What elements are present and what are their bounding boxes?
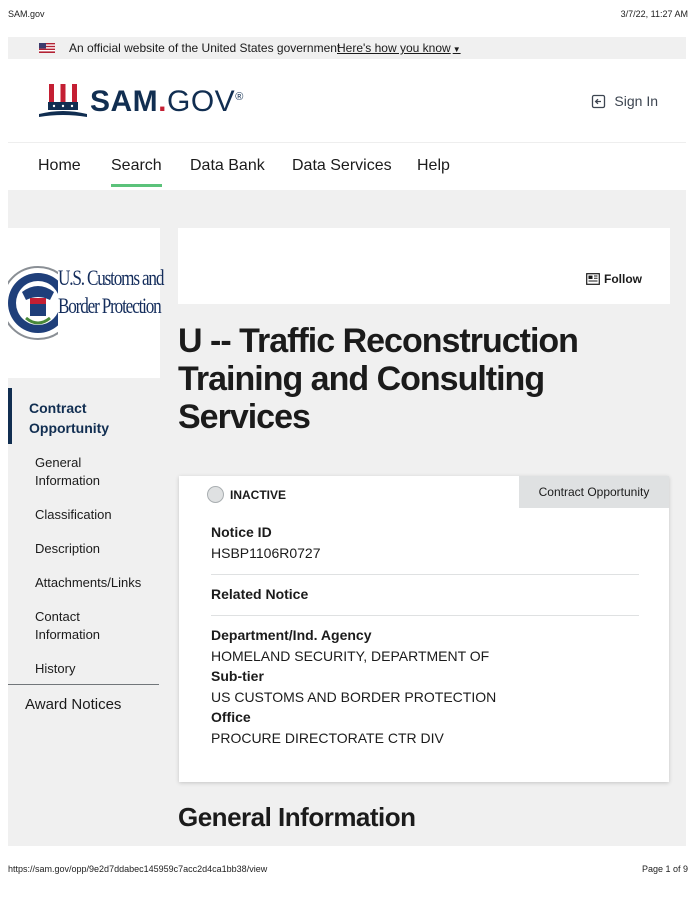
side-nav-general-information[interactable]: General Information — [35, 455, 101, 488]
notice-card — [179, 476, 669, 782]
side-nav — [8, 388, 160, 713]
uncle-sam-hat-icon — [38, 82, 88, 122]
side-nav-contact-information[interactable]: Contact Information — [35, 609, 101, 642]
status-label: INACTIVE — [230, 487, 287, 502]
nav-data-bank[interactable]: Data Bank — [190, 157, 265, 174]
notice-id-value: HSBP1106R0727 — [211, 545, 321, 561]
side-nav-description[interactable]: Description — [35, 541, 101, 556]
nav-help[interactable]: Help — [417, 157, 450, 174]
sign-in-button[interactable] — [591, 93, 658, 109]
status-badge — [207, 486, 286, 503]
main-nav — [8, 142, 686, 188]
department-value: HOMELAND SECURITY, DEPARTMENT OF — [211, 648, 490, 664]
gov-banner — [8, 37, 686, 59]
follow-card — [178, 228, 670, 304]
logo-gov-text: GOV — [167, 85, 236, 118]
related-notice-label: Related Notice — [211, 586, 309, 602]
section-title-general-information: General Information — [178, 802, 416, 832]
dhs-seal-icon — [8, 228, 58, 378]
nav-data-services[interactable]: Data Services — [292, 157, 392, 174]
page-title: U -- Traffic Reconstruction Training and Consulting Services — [178, 322, 578, 436]
subtier-label: Sub-tier — [211, 668, 264, 684]
card-divider — [211, 574, 639, 575]
us-flag-icon — [39, 43, 55, 53]
print-footer-url: https://sam.gov/opp/9e2d7ddabec145959c7acc2d4ca1bb38/view — [8, 864, 268, 874]
logo-sam-text: SAM — [90, 85, 159, 118]
print-footer-page: Page 1 of 9 — [641, 864, 688, 874]
card-divider — [211, 615, 639, 616]
side-nav-history[interactable]: History — [35, 661, 76, 676]
agency-name-line-2: Border Protection — [58, 293, 161, 318]
notice-id-label: Notice ID — [211, 524, 272, 540]
logo-wordmark — [90, 85, 244, 119]
sign-in-icon — [591, 94, 606, 109]
sign-in-label: Sign In — [614, 93, 658, 109]
site-header — [8, 60, 686, 142]
nav-home[interactable]: Home — [38, 157, 81, 174]
side-nav-divider — [8, 684, 159, 685]
office-value: PROCURE DIRECTORATE CTR DIV — [211, 730, 444, 746]
print-header-datetime: 3/7/22, 11:27 AM — [620, 9, 688, 19]
heres-how-you-know-link[interactable] — [337, 41, 461, 55]
office-label: Office — [211, 709, 251, 725]
print-header-site: SAM.gov — [8, 9, 45, 19]
agency-logo — [8, 228, 164, 378]
print-header — [0, 0, 700, 22]
department-label: Department/Ind. Agency — [211, 627, 372, 643]
nav-search[interactable]: Search — [111, 157, 162, 174]
heres-how-you-know-label: Here's how you know — [337, 41, 451, 55]
subtier-value: US CUSTOMS AND BORDER PROTECTION — [211, 689, 497, 705]
inactive-status-icon — [207, 486, 224, 503]
side-nav-contract-opportunity[interactable]: Contract Opportunity — [8, 388, 138, 444]
follow-label: Follow — [604, 272, 642, 286]
newspaper-icon — [586, 273, 600, 285]
side-nav-award-notices[interactable]: Award Notices — [25, 696, 122, 713]
side-nav-classification[interactable]: Classification — [35, 507, 112, 522]
sam-gov-logo[interactable] — [38, 80, 244, 124]
chevron-down-icon: ▼ — [452, 45, 461, 54]
print-footer — [0, 858, 700, 878]
agency-name — [58, 264, 164, 320]
side-nav-attachments-links[interactable]: Attachments/Links — [35, 575, 142, 590]
agency-name-line-1: U.S. Customs and — [58, 265, 164, 290]
logo-registered-mark: ® — [235, 91, 244, 103]
notice-type-tag: Contract Opportunity — [519, 476, 669, 508]
logo-dot: . — [158, 85, 168, 118]
gov-banner-text: An official website of the United States government — [69, 41, 341, 55]
follow-button[interactable] — [586, 272, 642, 286]
